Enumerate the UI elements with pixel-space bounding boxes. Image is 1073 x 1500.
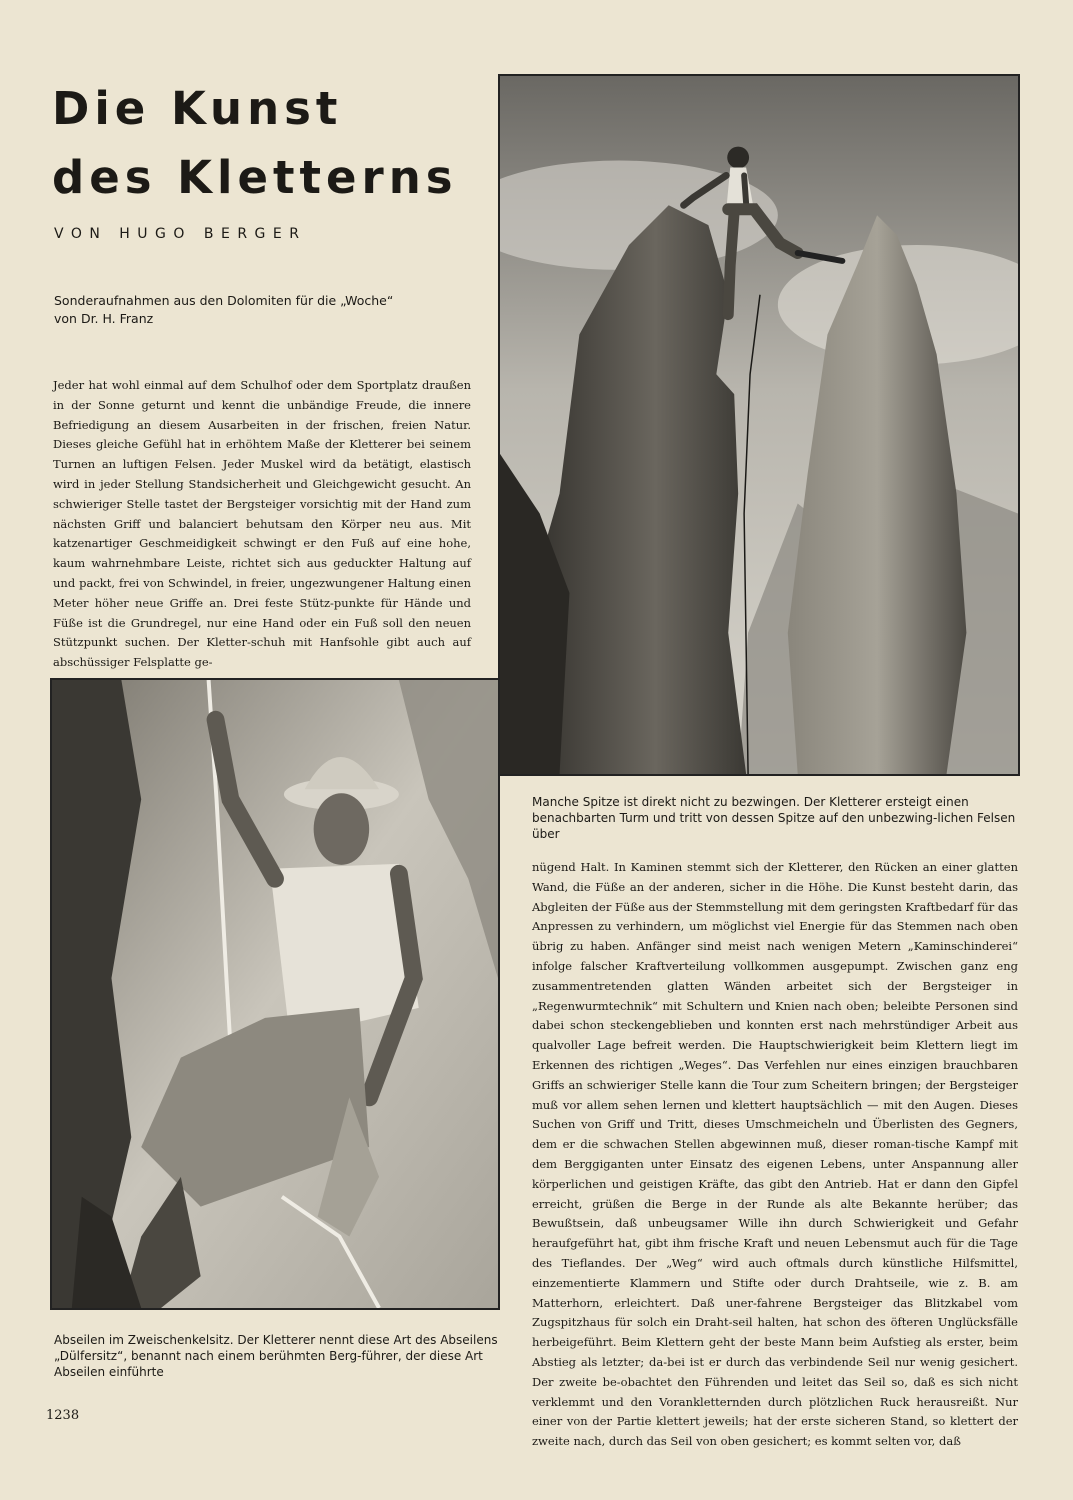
photo-credit: [54, 292, 474, 328]
title-line-2: des Kletterns: [52, 151, 458, 204]
photo-credit-line-1: Sonderaufnahmen aus den Dolomiten für die „Woche“: [54, 293, 394, 308]
rock-photo-caption: Manche Spitze ist direkt nicht zu bezwingen. Der Kletterer ersteigt einen benachbarten Turm und tritt von dessen Spitze auf den unbezwing-lichen Felsen über: [532, 795, 1016, 841]
article-column-1: Jeder hat wohl einmal auf dem Schulhof oder dem Sportplatz draußen in der Sonne geturnt und kennt die unbändige Freude, die innere Befriedigung an diesem Ausarbeiten in der frischen, freien Natur. Dieses gleiche Gefühl hat in erhöhtem Maße der Kletterer bei seinem Turnen an luftigen Felsen. Jeder Muskel wird da betätigt, elastisch wird in jeder Stellung Standsicherheit und Gleichgewicht gesucht. An schwieriger Stelle tastet der Bergsteiger vorsichtig mit der Hand zum nächsten Griff und balanciert behutsam den Körper neu aus. Mit katzenartiger Geschmeidigkeit schwingt er den Fuß auf eine hohe, kaum wahrnehmbare Leiste, richtet sich aus geduckter Haltung auf und packt, frei von Schwindel, in freier, ungezwungener Haltung einen Meter höher neue Griffe an. Drei feste Stütz-punkte für Hände und Füße ist die Grundregel, nur eine Hand oder ein Fuß soll den neuen Stützpunkt suchen. Der Kletter-schuh mit Hanfsohle gibt auch auf abschüssiger Felsplatte ge-: [53, 378, 471, 670]
climber-photo-caption: Abseilen im Zweischenkelsitz. Der Kletterer nennt diese Art des Abseilens „Dülfersitz“, benannt nach einem berühmten Berg-führer, der diese Art Abseilen einführte: [54, 1333, 498, 1379]
rock-pinnacles-photo: [498, 74, 1020, 776]
title-line-1: Die Kunst: [52, 82, 343, 135]
article-title: [52, 74, 482, 212]
photo-credit-line-2: von Dr. H. Franz: [54, 311, 154, 326]
article-column-2: nügend Halt. In Kaminen stemmt sich der Kletterer, den Rücken an einer glatten Wand, die Füße an der anderen, sicher in die Höhe. Die Kunst besteht darin, das Abgleiten der Füße aus der Stemmstellung mit dem geringsten Kraftbedarf für das Anpressen zu verhindern, um möglichst viel Energie für das Stemmen nach oben übrig zu haben. Anfänger sind meist nach wenigen Metern „Kaminschinderei“ infolge falscher Kraftverteilung vollkommen ausgepumpt. Zwischen ganz eng zusammentretenden glatten Wänden arbeitet sich der Bergsteiger in „Regenwurmtechnik“ mit Schultern und Knien nach oben; beleibte Personen sind dabei schon steckengeblieben und konnten erst nach mehrstündiger Arbeit aus qualvoller Lage befreit werden. Die Hauptschwierigkeit beim Klettern liegt im Erkennen des richtigen „Weges“. Das Verfehlen nur eines einzigen brauchbaren Griffs an schwieriger Stelle kann die Tour zum Scheitern bringen; der Bergsteiger muß vor allem sehen lernen und klettert hauptsächlich — mit den Augen. Dieses Suchen von Griff und Tritt, dieses Umschmeicheln und Überlisten des Gegners, dem er die schwachen Stellen abgewinnen muß, dieser roman-tische Kampf mit dem Berggiganten unter Einsatz des eigenen Lebens, unter Anspannung aller körperlichen und geistigen Kräfte, das gibt den Antrieb. Hat er dann den Gipfel erreicht, grüßen die Berge in der Runde als alte Bekannte herüber; das Bewußtsein, daß unbeugsamer Wille ihn durch Schwierigkeit und Gefahr heraufgeführt hat, gibt ihm frische Kraft und neuen Lebensmut auch für die Tage des Tieflandes. Der „Weg“ wird auch oftmals durch künstliche Hilfsmittel, einzementierte Klammern und Stifte oder durch Drahtseile, wie z. B. am Matterhorn, erleichtert. Daß uner-fahrene Bergsteiger das Blitzkabel vom Zugspitzhaus für solch ein Draht-seil halten, hat schon des öfteren Unglücksfälle herbeigeführt. Beim Klettern geht der beste Mann beim Aufstieg als erster, beim Abstieg als letzter; da-bei ist er durch das verbindende Seil nur wenig gesichert. Der zweite be-obachtet den Führenden und leitet das Seil so, daß es sich nicht verklemmt und den Vorankletternden durch plötzlichen Ruck herausreißt. Nur einer von der Partie klettert jeweils; hat der erste sicheren Stand, so klettert der zweite nach, durch das Seil von oben gesichert; es kommt selten vor, daß: [532, 860, 1018, 1449]
author-byline: VON HUGO BERGER: [54, 226, 307, 242]
page-number: 1238: [46, 1408, 80, 1423]
abseiling-climber-photo: [50, 678, 500, 1310]
